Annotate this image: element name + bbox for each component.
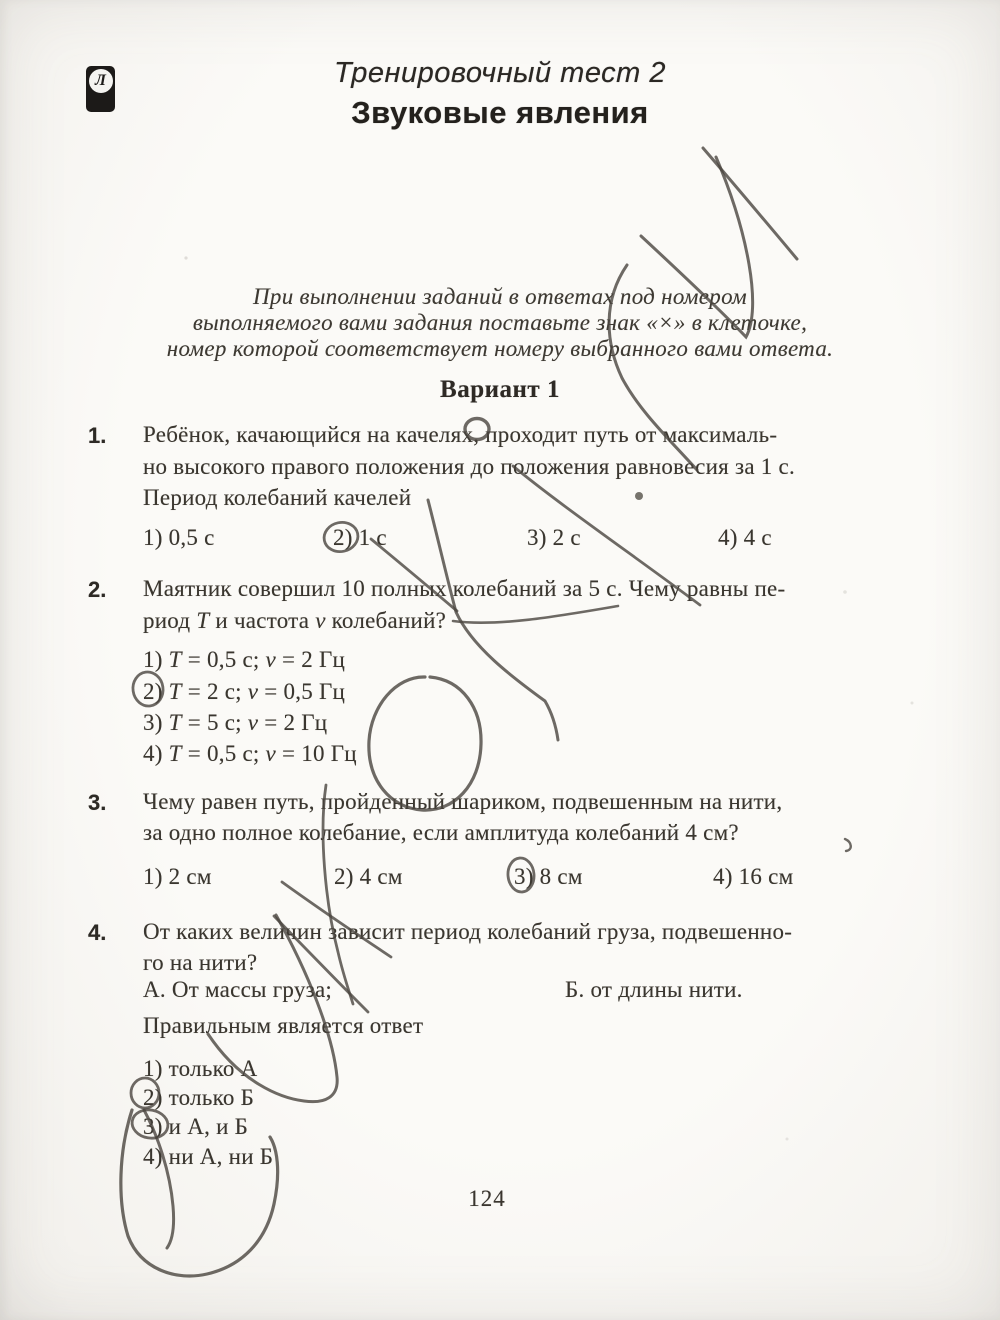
page-number: 124 (468, 1186, 506, 1211)
question-2-line: Маятник совершил 10 полных колебаний за 5 с. Чему равны пе- (143, 576, 786, 601)
page-subtitle: Звуковые явления (351, 95, 649, 130)
question-1-line: но высокого правого положения до положения равновесия за 1 с. (143, 454, 796, 479)
question-4-number: 4. (88, 920, 107, 945)
logo-letter: Л (95, 72, 106, 89)
question-4-suboption-a: А. От массы груза; (143, 977, 333, 1002)
question-4-option-2: 2) только Б (143, 1085, 255, 1110)
question-3-option-1: 1) 2 см (143, 864, 212, 889)
pen-stroke (323, 785, 353, 1004)
question-2-option-4: 4) T = 0,5 с; ν = 10 Гц (143, 741, 357, 766)
page-title: Тренировочный тест 2 (334, 57, 666, 89)
scan-speck (786, 1138, 789, 1141)
question-2-option-2: 2) T = 2 с; ν = 0,5 Гц (143, 679, 346, 704)
variant-heading: Вариант 1 (440, 376, 560, 403)
instruction-text (0, 284, 1000, 362)
question-4-suboption-b: Б. от длины нити. (565, 977, 743, 1002)
question-4-option-1: 1) только А (143, 1056, 258, 1081)
question-1-option-2: 2) 1 с (333, 525, 387, 550)
scan-speck (184, 256, 187, 259)
question-3-option-3: 3) 8 см (514, 864, 583, 889)
question-3-option-2: 2) 4 см (334, 864, 403, 889)
scan-speck (911, 702, 914, 705)
pen-dot (635, 492, 643, 500)
pen-stroke (703, 148, 797, 259)
question-1-line: Период колебаний качелей (143, 485, 412, 510)
instruction-line: выполняемого вами задания поставьте знак «×» в клеточке, (192, 310, 808, 335)
question-2-option-1: 1) T = 0,5 с; ν = 2 Гц (143, 647, 346, 672)
question-2-number: 2. (88, 577, 107, 602)
question-3-option-4: 4) 16 см (713, 864, 794, 889)
question-1-option-4: 4) 4 с (718, 525, 772, 550)
question-4-option-3: 3) и А, и Б (143, 1114, 249, 1139)
question-3-number: 3. (88, 790, 107, 815)
scan-speck (843, 590, 847, 594)
question-1-option-3: 3) 2 с (527, 525, 581, 550)
instruction-line: При выполнении заданий в ответах под номером (252, 284, 747, 309)
question-2-line: риод T и частота ν колебаний? (143, 608, 447, 633)
question-3-line: Чему равен путь, пройденный шариком, подвешенным на нити, (143, 789, 783, 814)
instruction-line: номер которой соответствует номеру выбранного вами ответа. (166, 336, 834, 361)
question-4-option-4: 4) ни А, ни Б (143, 1144, 274, 1169)
pen-stroke (453, 606, 618, 623)
question-2-option-3: 3) T = 5 с; ν = 2 Гц (143, 710, 328, 735)
question-4-prompt: Правильным является ответ (143, 1013, 424, 1038)
question-1-option-1: 1) 0,5 с (143, 525, 215, 550)
question-1-number: 1. (88, 423, 107, 448)
question-1-line: Ребёнок, качающийся на качелях, проходит путь от максималь- (143, 422, 778, 447)
question-4-line: го на нити? (143, 950, 258, 975)
question-4-line: От каких величин зависит период колебаний груза, подвешенно- (143, 919, 793, 944)
question-3-line: за одно полное колебание, если амплитуда колебаний 4 см? (143, 820, 739, 845)
pen-mark (845, 839, 851, 851)
